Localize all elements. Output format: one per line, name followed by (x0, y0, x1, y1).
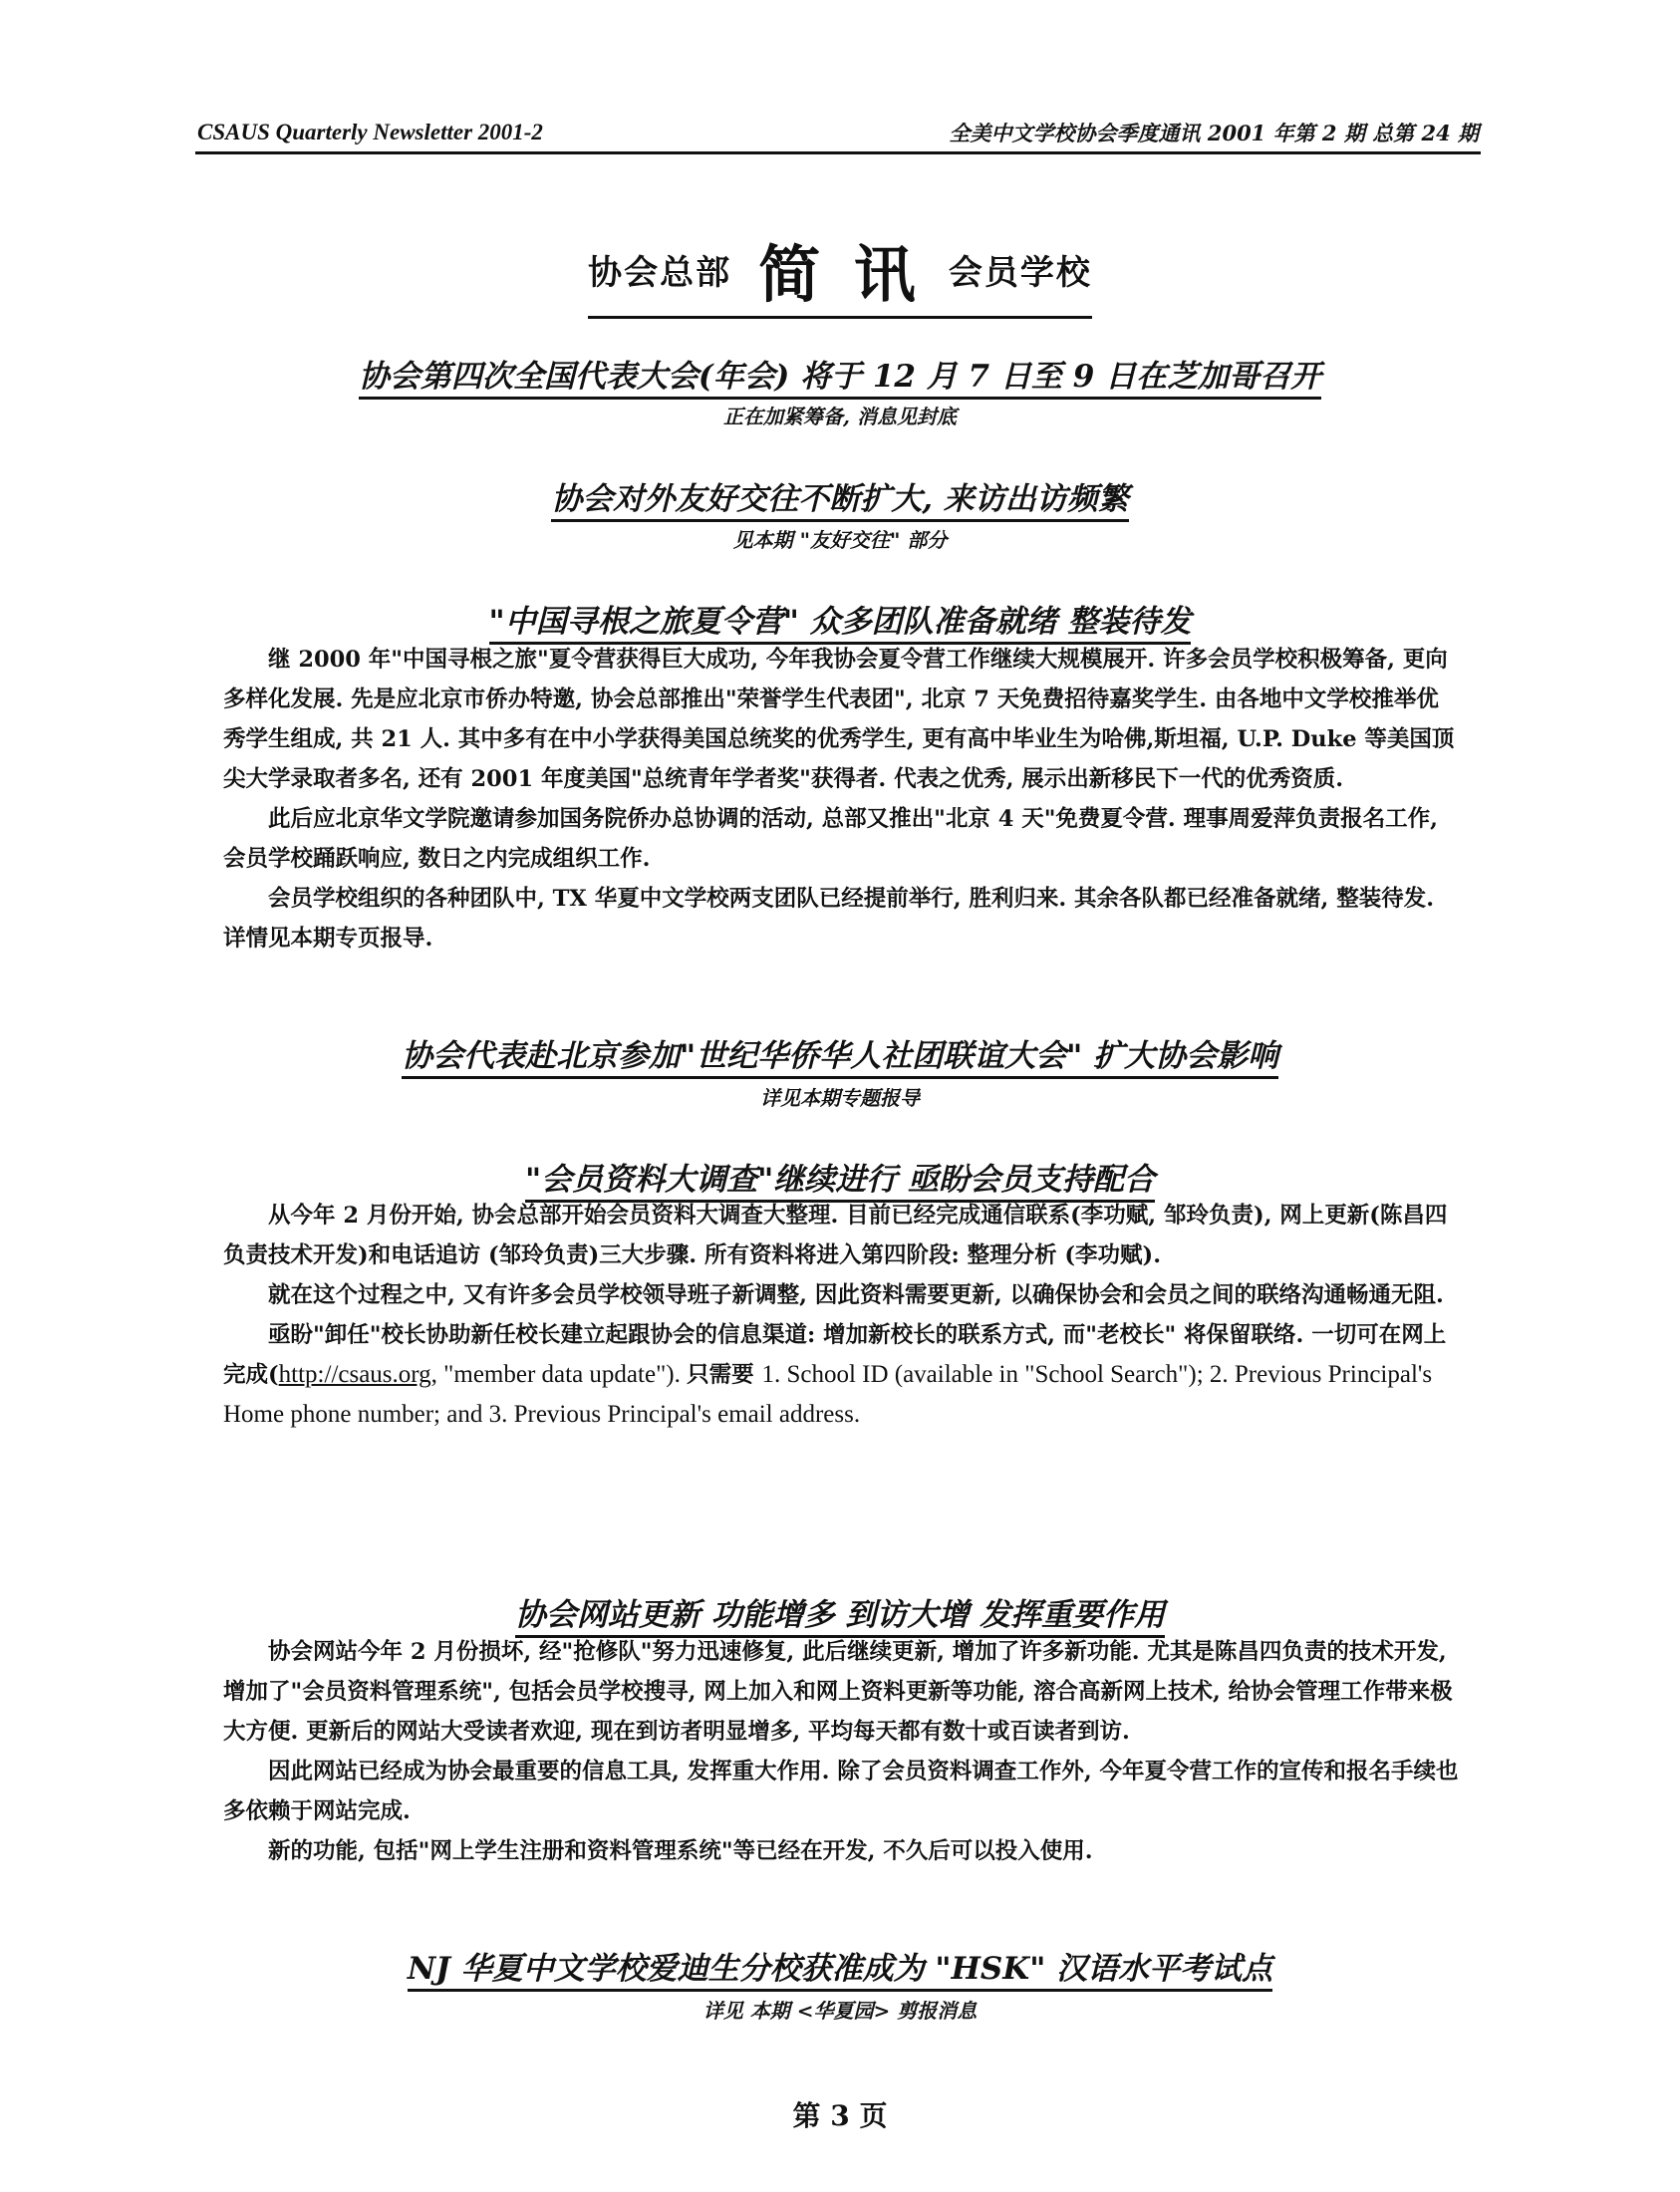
section-5-body (223, 1196, 1459, 1435)
section-3-body (223, 640, 1459, 959)
section-7-subtitle: 详见 本期 <华夏园> 剪报消息 (702, 1999, 978, 2023)
section-2-title: 协会对外友好交往不断扩大, 来访出访频繁 (0, 473, 1680, 518)
section-2-subtitle: 见本期 "友好交往" 部分 (732, 528, 948, 552)
section-3-title: "中国寻根之旅夏令营" 众多团队准备就绪 整装待发 (0, 596, 1680, 641)
section-5-paragraph: 亟盼"卸任"校长协助新任校长建立起跟协会的信息渠道: 增加新校长的联系方式, 而"老校长" 将保留联络. 一切可在网上完成(http://csaus.org, "member data update"). 只需要 1. School ID (available in "School Search"); 2. Previous Principal's Home phone number; and 3. Previous Principal's email address. (223, 1322, 1447, 1428)
section-6-paragraph: 因此网站已经成为协会最重要的信息工具, 发挥重大作用. 除了会员资料调查工作外, 今年夏令营工作的宣传和报名手续也多依赖于网站完成. (223, 1759, 1459, 1824)
section-3-paragraph: 会员学校组织的各种团队中, TX 华夏中文学校两支团队已经提前举行, 胜利归来. 其余各队都已经准备就绪, 整装待发. 详情见本期专页报导. (223, 886, 1435, 952)
section-3-paragraph: 继 2000 年"中国寻根之旅"夏令营获得巨大成功, 今年我协会夏令营工作继续大规模展开. 许多会员学校积极筹备, 更向多样化发展. 先是应北京市侨办特邀, 协会总部推出"荣誉学生代表团", 北京 7 天免费招待嘉奖学生. 由各地中文学校推举优秀学生组成, 共 21 人. 其中多有在中小学获得美国总统奖的优秀学生, 更有高中毕业生为哈佛,斯坦福, U.P. Duke 等美国顶尖大学录取者多名, 还有 2001 年度美国"总统青年学者奖"获得者. 代表之优秀, 展示出新移民下一代的优秀资质. (223, 647, 1455, 792)
section-6-title: 协会网站更新 功能增多 到访大增 发挥重要作用 (0, 1589, 1680, 1634)
section-5-title: "会员资料大调查"继续进行 亟盼会员支持配合 (0, 1154, 1680, 1199)
masthead-right: 会员学校 (948, 253, 1092, 293)
header-newsletter-title: CSAUS Quarterly Newsletter 2001-2 (197, 120, 543, 144)
section-1-subtitle: 正在加紧筹备, 消息见封底 (723, 405, 957, 428)
section-6-paragraph: 新的功能, 包括"网上学生注册和资料管理系统"等已经在开发, 不久后可以投入使用. (268, 1838, 1093, 1864)
masthead-title: 简 讯 (758, 238, 922, 311)
header-issue-info: 全美中文学校协会季度通讯 2001 年第 2 期 总第 24 期 (949, 121, 1479, 145)
section-3-paragraph: 此后应北京华文学院邀请参加国务院侨办总协调的活动, 总部又推出"北京 4 天"免费夏令营. 理事周爱萍负责报名工作, 会员学校踊跃响应, 数日之内完成组织工作. (223, 806, 1438, 872)
page-number: 第 3 页 (792, 2099, 888, 2132)
masthead (0, 225, 1680, 311)
section-1-title: 协会第四次全国代表大会(年会) 将于 12 月 7 日至 9 日在芝加哥召开 (0, 351, 1680, 396)
section-6-paragraph: 协会网站今年 2 月份损坏, 经"抢修队"努力迅速修复, 此后继续更新, 增加了许多新功能. 尤其是陈昌四负责的技术开发, 增加了"会员资料管理系统", 包括会员学校搜寻, 网上加入和网上资料更新等功能, 溶合高新网上技术, 给协会管理工作带来极大方便. 更新后的网站大受读者欢迎, 现在到访者明显增多, 平均每天都有数十或百读者到访. (223, 1639, 1453, 1745)
running-header (195, 118, 1481, 154)
csaus-website-link[interactable]: http://csaus.org (278, 1361, 431, 1388)
section-4-subtitle: 详见本期专题报导 (760, 1086, 920, 1110)
section-7-title: NJ 华夏中文学校爱迪生分校获准成为 "HSK" 汉语水平考试点 (0, 1943, 1680, 1988)
section-6-body (223, 1632, 1459, 1871)
masthead-left: 协会总部 (588, 253, 732, 293)
section-5-paragraph: 就在这个过程之中, 又有许多会员学校领导班子新调整, 因此资料需要更新, 以确保协会和会员之间的联络沟通畅通无阻. (268, 1282, 1444, 1308)
section-5-paragraph: 从今年 2 月份开始, 协会总部开始会员资料大调查大整理. 目前已经完成通信联系(李功赋, 邹玲负责), 网上更新(陈昌四负责技术开发)和电话追访 (邹玲负责)三大步骤. 所有资料将进入第四阶段: 整理分析 (李功赋). (223, 1203, 1448, 1268)
section-4-title: 协会代表赴北京参加"世纪华侨华人社团联谊大会" 扩大协会影响 (0, 1030, 1680, 1075)
